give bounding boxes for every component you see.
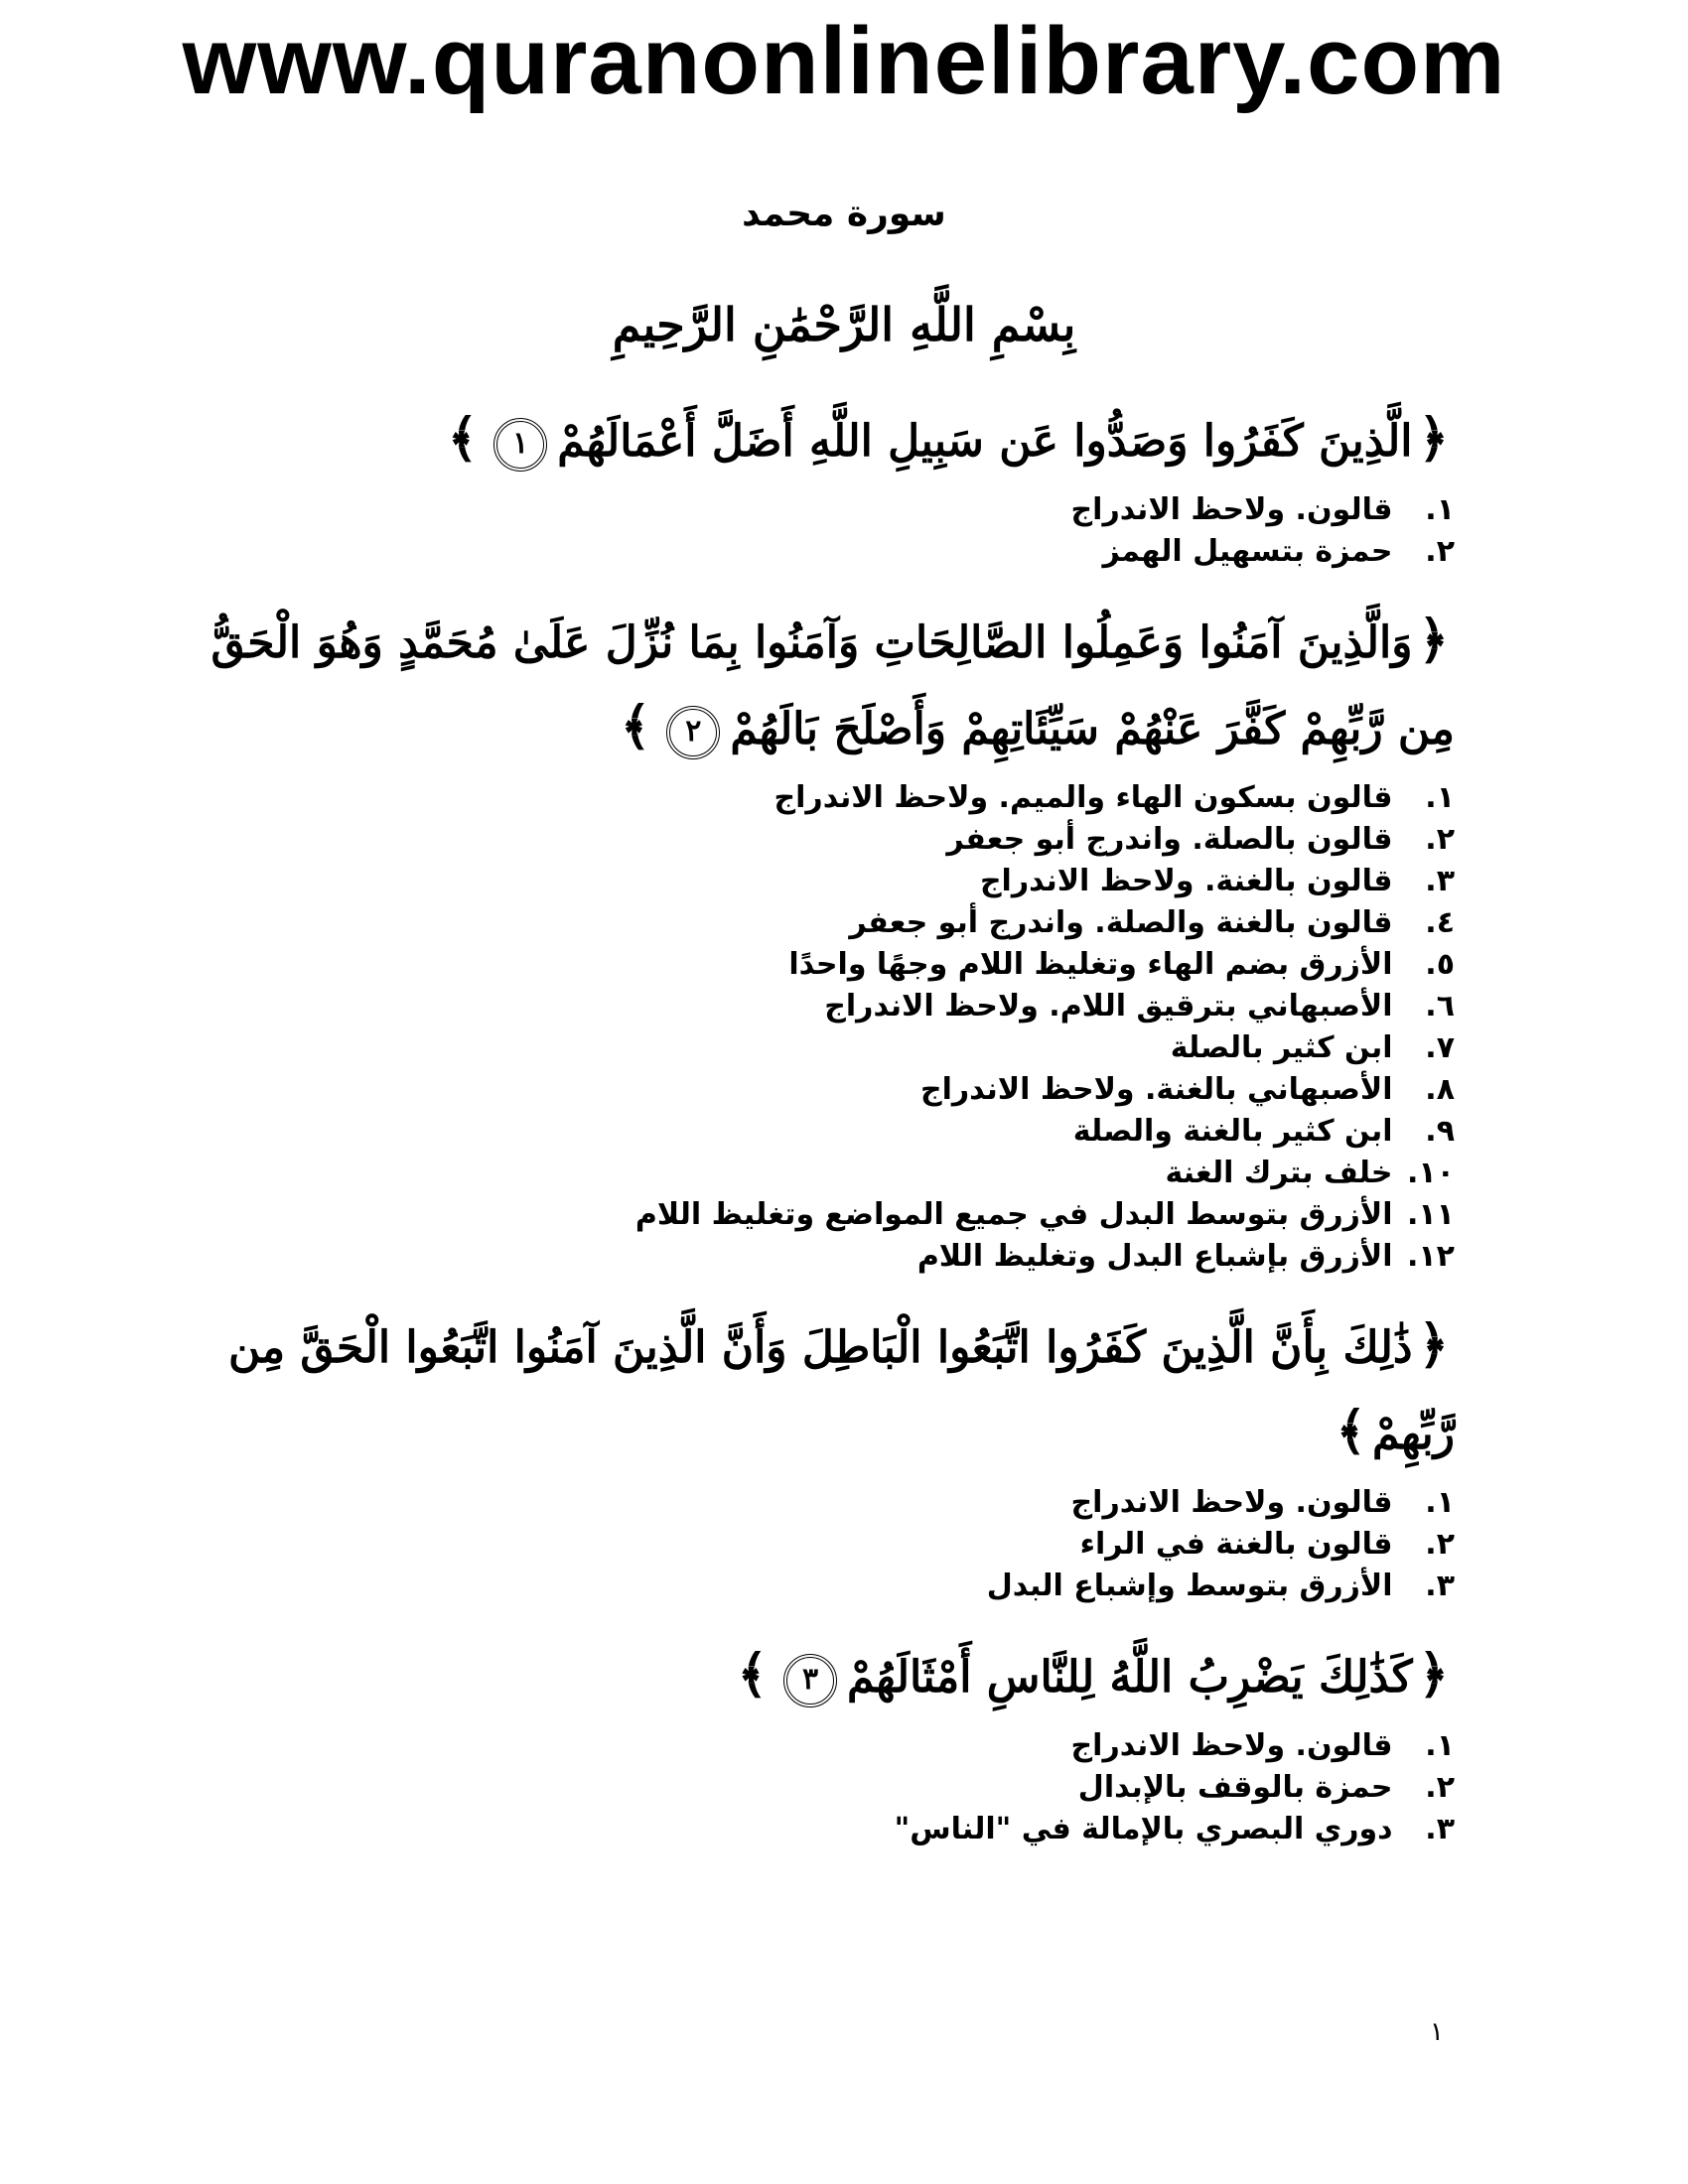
- ornate-bracket-open-icon: ﴿: [1418, 1314, 1449, 1375]
- note-item: ١. قالون. ولاحظ الاندراج: [1070, 1728, 1455, 1763]
- basmala: بِسْمِ اللَّهِ الرَّحْمَٰنِ الرَّحِيمِ: [612, 298, 1076, 351]
- verse-text: الَّذِينَ كَفَرُوا وَصَدُّوا عَن سَبِيلِ اللَّهِ أَضَلَّ أَعْمَالَهُمْ: [557, 416, 1413, 467]
- note-item: ٢. حمزة بتسهيل الهمز: [1102, 534, 1455, 569]
- ornate-bracket-close-icon: ﴾: [447, 408, 479, 469]
- recitation-notes-2: [164, 777, 1455, 1278]
- ornate-bracket-close-icon: ﴾: [737, 1644, 769, 1705]
- note-item: ١. قالون. ولاحظ الاندراج: [1070, 492, 1455, 527]
- note-item: ١. قالون بسكون الهاء والميم. ولاحظ الاندراج: [774, 780, 1455, 815]
- ornate-bracket-open-icon: ﴿: [1418, 610, 1449, 670]
- surah-title: سورة محمد: [742, 194, 946, 234]
- note-item: ٤. قالون بالغنة والصلة. واندرج أبو جعفر: [849, 905, 1455, 940]
- ornate-bracket-open-icon: ﴿: [1418, 408, 1449, 469]
- recitation-notes-3: [164, 1482, 1455, 1607]
- note-item: ٢. قالون بالصلة. واندرج أبو جعفر: [946, 822, 1455, 857]
- verse-4: [164, 1633, 1455, 1719]
- note-item: ٣. قالون بالغنة. ولاحظ الاندراج: [979, 864, 1455, 898]
- ornate-bracket-close-icon: ﴾: [1336, 1401, 1366, 1461]
- ornate-bracket-close-icon: ﴾: [620, 696, 651, 756]
- note-item: ٦. الأصبهاني بترقيق اللام. ولاحظ الاندراج: [824, 989, 1455, 1024]
- recitation-notes-4: [164, 1725, 1455, 1850]
- note-item: ١١. الأزرق بتوسط البدل في جميع المواضع وتغليظ اللام: [634, 1197, 1455, 1232]
- ayah-number-marker: ١: [493, 418, 547, 472]
- verse-text: ذَٰلِكَ بِأَنَّ الَّذِينَ كَفَرُوا اتَّبَعُوا الْبَاطِلَ وَأَنَّ الَّذِينَ آمَنُوا اتَّبَعُوا الْحَقَّ مِن رَّبِّهِمْ: [227, 1322, 1455, 1459]
- note-item: ١. قالون. ولاحظ الاندراج: [1070, 1485, 1455, 1520]
- site-header: www.quranonlinelibrary.com: [182, 8, 1506, 114]
- note-item: ٣. دوري البصري بالإمالة في "الناس": [894, 1812, 1455, 1846]
- verse-text: كَذَٰلِكَ يَضْرِبُ اللَّهُ لِلنَّاسِ أَمْثَالَهُمْ: [847, 1652, 1413, 1703]
- note-item: ٨. الأصبهاني بالغنة. ولاحظ الاندراج: [919, 1072, 1455, 1107]
- verse-text: وَالَّذِينَ آمَنُوا وَعَمِلُوا الصَّالِحَاتِ وَآمَنُوا بِمَا نُزِّلَ عَلَىٰ مُحَمَّدٍ وَهُوَ الْحَقُّ مِن رَّبِّهِمْ كَفَّرَ عَنْهُمْ سَيِّئَاتِهِمْ وَأَصْلَحَ بَالَهُمْ: [211, 617, 1455, 754]
- note-item: ٥. الأزرق بضم الهاء وتغليظ اللام وجهًا واحدًا: [788, 947, 1455, 982]
- note-item: ٢. حمزة بالوقف بالإبدال: [1077, 1770, 1455, 1805]
- verse-3: [164, 1303, 1455, 1476]
- content: [164, 397, 1455, 1876]
- page-number: ١: [1430, 2017, 1444, 2047]
- ayah-number-marker: ٣: [783, 1654, 837, 1707]
- note-item: ٢. قالون بالغنة في الراء: [1079, 1527, 1455, 1562]
- recitation-notes-1: [164, 489, 1455, 573]
- note-item: ٩. ابن كثير بالغنة والصلة: [1072, 1114, 1455, 1149]
- note-item: ١٢. الأزرق بإشباع البدل وتغليظ اللام: [916, 1239, 1455, 1274]
- verse-1: [164, 397, 1455, 483]
- note-item: ٣. الأزرق بتوسط وإشباع البدل: [986, 1569, 1455, 1603]
- verse-2: [164, 599, 1455, 771]
- note-item: ٧. ابن كثير بالصلة: [1170, 1030, 1455, 1065]
- ayah-number-marker: ٢: [666, 706, 720, 759]
- ornate-bracket-open-icon: ﴿: [1418, 1644, 1449, 1705]
- note-item: ١٠. خلف بترك الغنة: [1165, 1156, 1455, 1190]
